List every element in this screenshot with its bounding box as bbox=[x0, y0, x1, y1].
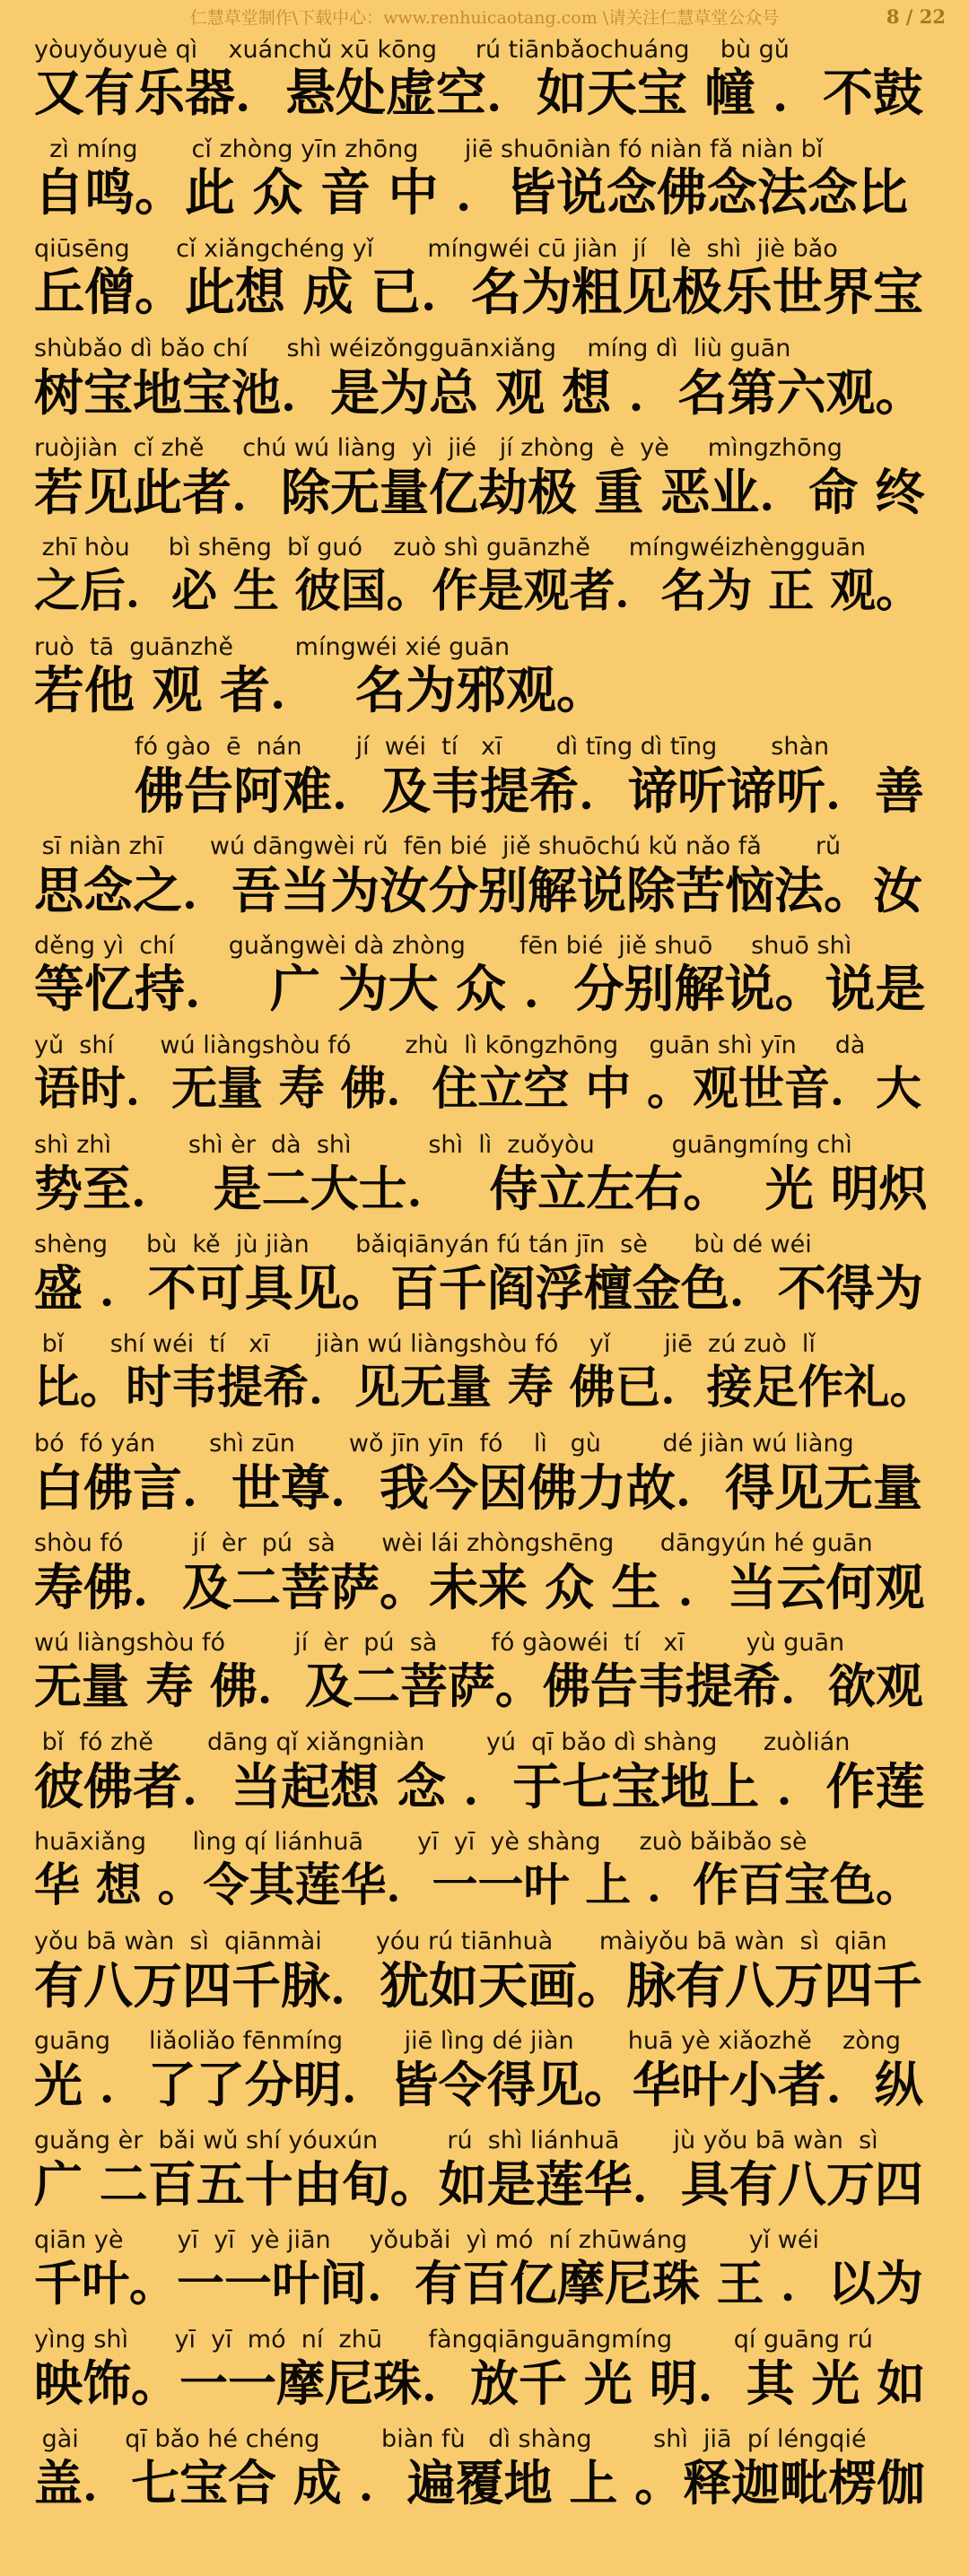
pinyin-annotation: shùbǎo dì bǎo chí shì wéizǒngguānxiǎng míng dì liù guān bbox=[34, 335, 791, 362]
chinese-text: 若他 观 者． 名为邪观。 bbox=[34, 662, 607, 720]
chinese-text: 丘僧。此想 成 已．名为粗见极乐世界宝 bbox=[34, 264, 923, 322]
pinyin-annotation: yǒu bā wàn sì qiānmài yóu rú tiānhuà màiyǒu bā wàn sì qiān bbox=[34, 1928, 887, 1955]
text-line bbox=[34, 2025, 937, 2125]
chinese-text: 语时．无量 寿 佛．住立空 中 。观世音．大 bbox=[34, 1063, 922, 1116]
chinese-text: 彼佛者．当起想 念 ．于七宝地上 ．作莲 bbox=[34, 1758, 925, 1815]
pinyin-annotation: fó gào ē nán jí wéi tí xī dì tīng dì tīng shàn bbox=[135, 733, 830, 761]
pinyin-annotation: bó fó yán shì zūn wǒ jīn yīn fó lì gù dé jiàn wú liàng bbox=[34, 1430, 854, 1458]
text-line bbox=[34, 1826, 937, 1926]
chinese-text: 树宝地宝池．是为总 观 想 ．名第六观。 bbox=[34, 364, 925, 422]
text-line bbox=[34, 631, 937, 731]
text-line bbox=[34, 1627, 937, 1727]
chinese-text: 比。时韦提希．见无量 寿 佛已．接足作礼。 bbox=[34, 1362, 936, 1414]
text-line bbox=[34, 831, 937, 930]
pinyin-annotation: guǎng èr bǎi wǔ shí yóuxún rú shì liánhuā jù yǒu bā wàn sì bbox=[34, 2127, 878, 2154]
pinyin-annotation: yǔ shí wú liàngshòu fó zhù lì kōngzhōng guān shì yīn dà bbox=[34, 1031, 866, 1059]
text-line bbox=[34, 34, 937, 134]
chinese-text: 盛 ．不可具见。百千阎浮檀金色．不得为 bbox=[34, 1260, 923, 1317]
chinese-text: 寿佛．及二菩萨。未来 众 生 ．当云何观 bbox=[34, 1559, 925, 1616]
text-line bbox=[34, 2224, 937, 2324]
chinese-text: 华 想 。令其莲华．一一叶 上 ．作百宝色。 bbox=[34, 1859, 922, 1912]
pinyin-annotation: bǐ shí wéi tí xī jiàn wú liàngshòu fó yǐ jiē zú zuò lǐ bbox=[34, 1330, 816, 1358]
chinese-text: 光 ．了了分明．皆令得见。华叶小者．纵 bbox=[34, 2057, 923, 2113]
pinyin-annotation: qiūsēng cǐ xiǎngchéng yǐ míngwéi cū jiàn jí lè shì jiè bǎo bbox=[34, 235, 838, 263]
text-line bbox=[34, 2324, 937, 2424]
chinese-text: 广 二百五十由旬。如是莲华．具有八万四 bbox=[34, 2156, 923, 2213]
text-line bbox=[34, 432, 937, 532]
chinese-text: 若见此者．除无量亿劫极 重 恶业．命 终 bbox=[34, 464, 925, 521]
text-line bbox=[34, 2125, 937, 2224]
pinyin-annotation: shèng bù kě jù jiàn bǎiqiānyán fú tán jīn sè bù dé wéi bbox=[34, 1231, 812, 1258]
text-line bbox=[34, 1527, 937, 1627]
pinyin-annotation: sī niàn zhī wú dāngwèi rǔ fēn bié jiě shuōchú kǔ nǎo fǎ rǔ bbox=[34, 832, 842, 860]
text-line bbox=[34, 1030, 937, 1129]
pinyin-annotation: gài qī bǎo hé chéng biàn fù dì shàng shì jiā pí léngqié bbox=[34, 2425, 867, 2453]
text-line bbox=[34, 1328, 937, 1428]
chinese-text: 白佛言．世尊．我今因佛力故．得见无量 bbox=[34, 1459, 923, 1517]
pinyin-annotation: yòuyǒuyuè qì xuánchǔ xū kōng rú tiānbǎochuáng bù gǔ bbox=[34, 36, 790, 64]
chinese-text: 有八万四千脉．犹如天画。脉有八万四千 bbox=[34, 1957, 923, 2015]
page-number: 8 / 22 bbox=[886, 5, 946, 28]
text-line bbox=[34, 1129, 937, 1229]
pinyin-annotation: huāxiǎng lìng qí liánhuā yī yī yè shàng zuò bǎibǎo sè bbox=[34, 1828, 808, 1856]
pinyin-annotation: qiān yè yī yī yè jiān yǒubǎi yì mó ní zhūwáng yǐ wéi bbox=[34, 2226, 819, 2254]
chinese-text: 又有乐器．悬处虚空．如天宝 幢 ．不鼓 bbox=[34, 65, 923, 123]
chinese-text: 之后．必 生 彼国。作是观者．名为 正 观。 bbox=[34, 565, 922, 618]
chinese-text: 自鸣。此 众 音 中 ．皆说念佛念法念比 bbox=[34, 164, 908, 222]
pinyin-annotation: zhī hòu bì shēng bǐ guó zuò shì guānzhě míngwéizhèngguān bbox=[34, 534, 867, 561]
text-line bbox=[34, 1229, 937, 1328]
chinese-text: 盖．七宝合 成 ．遍覆地 上 。释迦毗楞伽 bbox=[34, 2455, 926, 2511]
chinese-text: 映饰。一一摩尼珠．放千 光 明．其 光 如 bbox=[34, 2355, 926, 2412]
pinyin-annotation: shì zhì shì èr dà shì shì lì zuǒyòu guāngmíng chì bbox=[34, 1131, 852, 1159]
text-line bbox=[34, 1727, 937, 1826]
chinese-text: 佛告阿难．及韦提希．谛听谛听．善 bbox=[135, 762, 925, 820]
text-line bbox=[34, 532, 937, 631]
text-body bbox=[34, 34, 937, 2523]
chinese-text: 势至． 是二大士． 侍立左右。 光 明炽 bbox=[34, 1161, 928, 1217]
chinese-text: 等忆持． 广 为大 众 ．分别解说。说是 bbox=[34, 961, 926, 1019]
pinyin-annotation: ruòjiàn cǐ zhě chú wú liàng yì jié jí zhòng è yè mìngzhōng bbox=[34, 434, 842, 462]
text-line bbox=[34, 930, 937, 1030]
chinese-text: 千叶。一一叶间．有百亿摩尼珠 王 ．以为 bbox=[34, 2257, 923, 2311]
text-line bbox=[34, 1926, 937, 2025]
pinyin-annotation: děng yì chí guǎngwèi dà zhòng fēn bié jiě shuō shuō shì bbox=[34, 932, 852, 960]
pinyin-annotation: yìng shì yī yī mó ní zhū fàngqiānguāngmíng qí guāng rú bbox=[34, 2326, 873, 2354]
page-header bbox=[0, 0, 969, 36]
header-banner-text: 仁慧草堂制作\下载中心：www.renhuicaotang.com \请关注仁慧草堂公众号 bbox=[189, 8, 780, 28]
chinese-text: 思念之．吾当为汝分别解说除苦恼法。汝 bbox=[34, 862, 923, 919]
pinyin-annotation: zì míng cǐ zhòng yīn zhōng jiē shuōniàn fó niàn fǎ niàn bǐ bbox=[34, 135, 824, 163]
text-line bbox=[34, 134, 937, 233]
pinyin-annotation: bǐ fó zhě dāng qǐ xiǎngniàn yú qī bǎo dì shàng zuòlián bbox=[34, 1728, 851, 1756]
text-line bbox=[34, 333, 937, 432]
text-line bbox=[34, 1428, 937, 1527]
pinyin-annotation: guāng liǎoliǎo fēnmíng jiē lìng dé jiàn huā yè xiǎozhě zòng bbox=[34, 2027, 901, 2055]
text-line bbox=[34, 2424, 937, 2523]
pinyin-annotation: ruò tā guānzhě míngwéi xié guān bbox=[34, 633, 511, 661]
pinyin-annotation: wú liàngshòu fó jí èr pú sà fó gàowéi tí xī yù guān bbox=[34, 1629, 845, 1657]
chinese-text: 无量 寿 佛．及二菩萨。佛告韦提希．欲观 bbox=[34, 1659, 923, 1714]
pinyin-annotation: shòu fó jí èr pú sà wèi lái zhòngshēng dāngyún hé guān bbox=[34, 1529, 873, 1557]
text-line bbox=[34, 731, 937, 831]
text-line bbox=[34, 233, 937, 333]
